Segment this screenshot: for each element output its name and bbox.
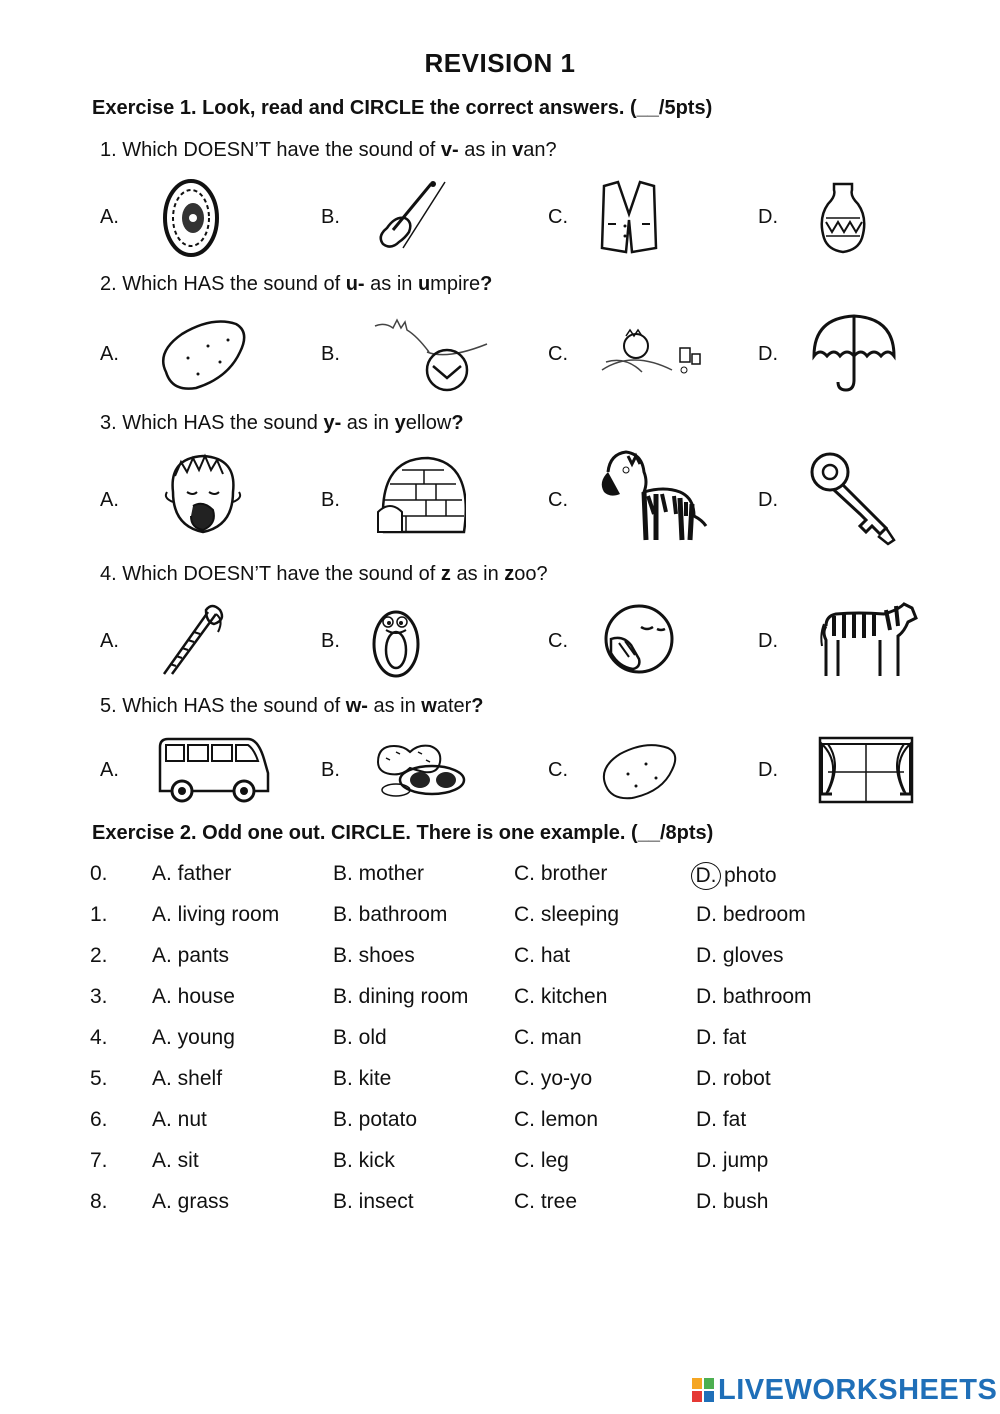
liveworksheets-brand[interactable]: LIVEWORKSHEETS: [718, 1374, 998, 1406]
umbrella-image[interactable]: [812, 314, 896, 394]
option-c[interactable]: C. leg: [514, 1149, 569, 1172]
row-number: 1.: [90, 903, 108, 926]
option-d[interactable]: D. fat: [696, 1108, 747, 1131]
row-number: 5.: [90, 1067, 108, 1090]
row-number: 2.: [90, 944, 108, 967]
van-image[interactable]: [156, 735, 272, 805]
q2-option-b[interactable]: B.: [321, 343, 340, 365]
option-d-word: photo: [724, 864, 777, 887]
question-2: 2. Which HAS the sound of u- as in umpire?: [100, 273, 493, 295]
q1-option-d[interactable]: D.: [758, 206, 778, 228]
option-a[interactable]: A. sit: [152, 1149, 199, 1172]
odd-row-3: [0, 985, 1000, 1015]
q4-option-c[interactable]: C.: [548, 630, 568, 652]
q5-option-d[interactable]: D.: [758, 759, 778, 781]
q5-option-c[interactable]: C.: [548, 759, 568, 781]
q4-option-d[interactable]: D.: [758, 630, 778, 652]
q5-option-b[interactable]: B.: [321, 759, 340, 781]
option-c[interactable]: C. tree: [514, 1190, 578, 1213]
zero-image[interactable]: [370, 602, 422, 680]
option-b[interactable]: B. dining room: [333, 985, 469, 1008]
odd-row-7: [0, 1149, 1000, 1179]
q1-option-a[interactable]: A.: [100, 206, 119, 228]
odd-row-1: [0, 903, 1000, 933]
peanut-image[interactable]: [374, 738, 470, 800]
q2-option-c[interactable]: C.: [548, 343, 568, 365]
row-number: 4.: [90, 1026, 108, 1049]
vest-image[interactable]: [598, 180, 660, 254]
yawning-boy-image[interactable]: [163, 452, 243, 544]
odd-row-4: [0, 1026, 1000, 1056]
question-1: 1. Which DOESN’T have the sound of v- as in van?: [100, 139, 557, 161]
option-c[interactable]: C. sleeping: [514, 903, 620, 926]
option-a[interactable]: A. nut: [152, 1108, 207, 1131]
option-d-circled[interactable]: [696, 862, 777, 890]
odd-row-8: [0, 1190, 1000, 1220]
option-b[interactable]: B. shoes: [333, 944, 415, 967]
sick-child-image[interactable]: [600, 318, 704, 380]
odd-row-2: [0, 944, 1000, 974]
answer-circle: D.: [691, 862, 721, 890]
option-d[interactable]: D. bush: [696, 1190, 769, 1213]
exercise1-heading: Exercise 1. Look, read and CIRCLE the correct answers. (__/5pts): [92, 97, 713, 119]
row-number: 0.: [90, 862, 108, 885]
odd-row-6: [0, 1108, 1000, 1138]
potato-image[interactable]: [158, 318, 248, 392]
option-a[interactable]: A. young: [152, 1026, 235, 1049]
option-c[interactable]: C. lemon: [514, 1108, 599, 1131]
option-b[interactable]: B. bathroom: [333, 903, 448, 926]
option-d[interactable]: D. robot: [696, 1067, 771, 1090]
igloo-image[interactable]: [376, 456, 466, 536]
q3-option-c[interactable]: C.: [548, 489, 568, 511]
q4-option-b[interactable]: B.: [321, 630, 340, 652]
option-c[interactable]: C. yo-yo: [514, 1067, 593, 1090]
option-a[interactable]: A. father: [152, 862, 232, 885]
option-c[interactable]: C. man: [514, 1026, 582, 1049]
zebra-image[interactable]: [598, 448, 708, 550]
option-b[interactable]: B. insect: [333, 1190, 414, 1213]
option-a[interactable]: A. shelf: [152, 1067, 223, 1090]
vase-image[interactable]: [818, 182, 868, 254]
exercise2-heading: Exercise 2. Odd one out. CIRCLE. There is one example. (__/8pts): [92, 822, 714, 844]
row-number: 3.: [90, 985, 108, 1008]
option-b[interactable]: B. mother: [333, 862, 425, 885]
potato-image-2[interactable]: [600, 742, 680, 802]
option-a[interactable]: A. house: [152, 985, 235, 1008]
q1-option-b[interactable]: B.: [321, 206, 340, 228]
option-a[interactable]: A. living room: [152, 903, 280, 926]
option-c[interactable]: C. hat: [514, 944, 571, 967]
q3-option-a[interactable]: A.: [100, 489, 119, 511]
q2-option-d[interactable]: D.: [758, 343, 778, 365]
violin-image[interactable]: [373, 178, 449, 250]
zipper-image[interactable]: [158, 602, 228, 676]
odd-row-0: [0, 862, 1000, 892]
q3-option-b[interactable]: B.: [321, 489, 340, 511]
question-4: 4. Which DOESN’T have the sound of z as in zoo?: [100, 563, 548, 585]
option-d[interactable]: D. bathroom: [696, 985, 812, 1008]
option-d[interactable]: D. fat: [696, 1026, 747, 1049]
option-b[interactable]: B. old: [333, 1026, 387, 1049]
liveworksheets-logo-icon: [692, 1378, 714, 1407]
option-b[interactable]: B. kite: [333, 1067, 392, 1090]
row-number: 6.: [90, 1108, 108, 1131]
option-d[interactable]: D. jump: [696, 1149, 769, 1172]
option-b[interactable]: B. kick: [333, 1149, 395, 1172]
zebra-image-2[interactable]: [820, 600, 920, 678]
window-image[interactable]: [818, 736, 914, 804]
option-d[interactable]: D. gloves: [696, 944, 784, 967]
key-image[interactable]: [806, 448, 898, 548]
page-title: REVISION 1: [424, 48, 576, 78]
yawning-face-image[interactable]: [603, 603, 675, 675]
elbow-image[interactable]: [371, 316, 489, 394]
question-5: 5. Which HAS the sound of w- as in water?: [100, 695, 484, 717]
option-a[interactable]: A. pants: [152, 944, 230, 967]
option-c[interactable]: C. brother: [514, 862, 608, 885]
q4-option-a[interactable]: A.: [100, 630, 119, 652]
odd-row-5: [0, 1067, 1000, 1097]
q5-option-a[interactable]: A.: [100, 759, 119, 781]
q1-option-c[interactable]: C.: [548, 206, 568, 228]
option-b[interactable]: B. potato: [333, 1108, 418, 1131]
option-a[interactable]: A. grass: [152, 1190, 230, 1213]
question-3: 3. Which HAS the sound y- as in yellow?: [100, 412, 464, 434]
option-c[interactable]: C. kitchen: [514, 985, 608, 1008]
tire-image[interactable]: [160, 178, 222, 258]
q2-option-a[interactable]: A.: [100, 343, 119, 365]
option-d[interactable]: D. bedroom: [696, 903, 806, 926]
row-number: 8.: [90, 1190, 108, 1213]
q3-option-d[interactable]: D.: [758, 489, 778, 511]
row-number: 7.: [90, 1149, 108, 1172]
